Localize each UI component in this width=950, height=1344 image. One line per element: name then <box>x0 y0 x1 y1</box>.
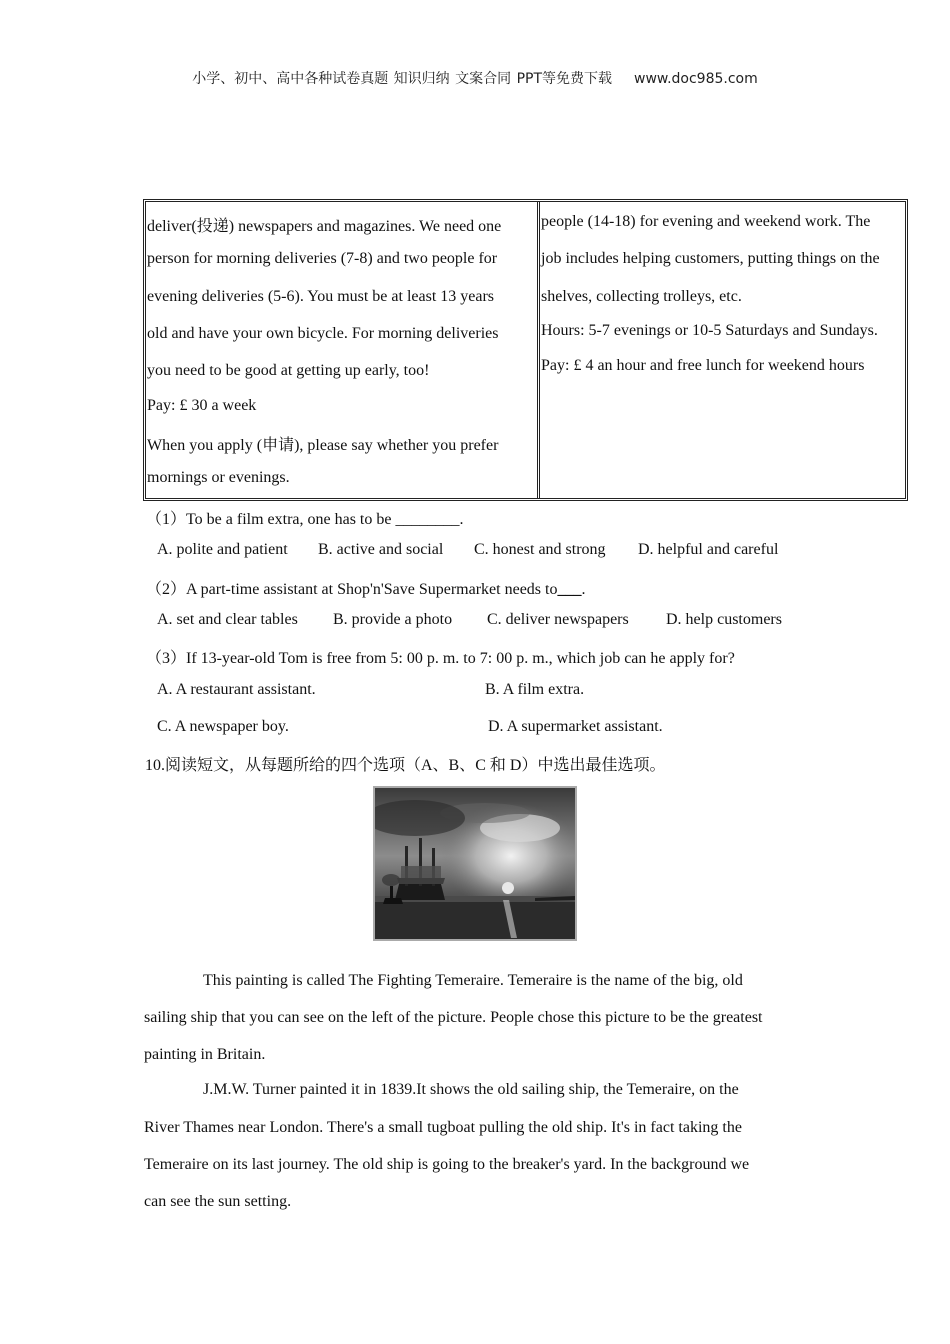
ad-right-line: people (14-18) for evening and weekend work. The <box>541 213 871 230</box>
passage-line: J.M.W. Turner painted it in 1839.It shows the old sailing ship, the Temeraire, on the <box>203 1081 739 1098</box>
job-ads-table <box>143 199 908 501</box>
ad-left-line: old and have your own bicycle. For morning deliveries <box>147 325 499 342</box>
q2-option-a[interactable]: A. set and clear tables <box>157 611 298 628</box>
section-10-instruction: 10.阅读短文，从每题所给的四个选项（A、B、C 和 D）中选出最佳选项。 <box>145 757 666 774</box>
question-2-stem-text: （2）A part-time assistant at Shop'n'Save Supermarket needs to <box>146 581 558 598</box>
ad-left-line: you need to be good at getting up early, too! <box>147 362 430 379</box>
q3-option-b[interactable]: B. A film extra. <box>485 681 585 698</box>
ad-right-line: shelves, collecting trolleys, etc. <box>541 288 742 305</box>
supermarket-ad-cell <box>540 202 905 498</box>
fighting-temeraire-painting <box>373 786 577 941</box>
question-3-stem: （3）If 13-year-old Tom is free from 5: 00 p. m. to 7: 00 p. m., which job can he apply for? <box>146 650 735 667</box>
q3-option-c[interactable]: C. A newspaper boy. <box>157 718 289 735</box>
q2-option-b[interactable]: B. provide a photo <box>333 611 453 628</box>
q3-option-a[interactable]: A. A restaurant assistant. <box>157 681 316 698</box>
passage-line: This painting is called The Fighting Temeraire. Temeraire is the name of the big, old <box>203 972 743 989</box>
ad-left-line: When you apply (申请), please say whether you prefer <box>147 437 499 454</box>
header-site: www.doc985.com <box>634 71 758 87</box>
q2-option-d[interactable]: D. help customers <box>666 611 782 628</box>
question-2-stem-end: . <box>581 581 586 598</box>
q1-option-b[interactable]: B. active and social <box>318 541 444 558</box>
ad-left-line: mornings or evenings. <box>147 469 290 486</box>
passage-line: Temeraire on its last journey. The old ship is going to the breaker's yard. In the background we <box>144 1156 750 1173</box>
question-2-blank: ___ <box>557 581 582 598</box>
passage-line: River Thames near London. There's a small tugboat pulling the old ship. It's in fact taking the <box>144 1119 742 1136</box>
passage-line: sailing ship that you can see on the left of the picture. People chose this picture to be the greatest <box>144 1009 763 1026</box>
q1-option-d[interactable]: D. helpful and careful <box>638 541 779 558</box>
question-2-stem <box>146 576 585 599</box>
header-text: 小学、初中、高中各种试卷真题 知识归纳 文案合同 PPT等免费下载 <box>192 71 613 87</box>
ad-left-line: deliver(投递) newspapers and magazines. We need one <box>147 218 502 235</box>
question-1-stem: （1）To be a film extra, one has to be ________. <box>146 511 464 528</box>
passage-line: painting in Britain. <box>144 1046 266 1063</box>
ad-right-line: Hours: 5-7 evenings or 10-5 Saturdays and Sundays. <box>541 322 878 339</box>
page-header <box>0 68 950 88</box>
ad-left-line: Pay: £ 30 a week <box>147 397 257 414</box>
ad-right-line: Pay: £ 4 an hour and free lunch for weekend hours <box>541 357 865 374</box>
ad-left-line: evening deliveries (5-6). You must be at least 13 years <box>147 288 495 305</box>
q1-option-a[interactable]: A. polite and patient <box>157 541 288 558</box>
q1-option-c[interactable]: C. honest and strong <box>474 541 606 558</box>
newspaper-ad-cell <box>146 202 540 498</box>
passage-line: can see the sun setting. <box>144 1193 292 1210</box>
ad-right-line: job includes helping customers, putting things on the <box>541 250 880 267</box>
ad-left-line: person for morning deliveries (7-8) and two people for <box>147 250 498 267</box>
q3-option-d[interactable]: D. A supermarket assistant. <box>488 718 663 735</box>
q2-option-c[interactable]: C. deliver newspapers <box>487 611 629 628</box>
